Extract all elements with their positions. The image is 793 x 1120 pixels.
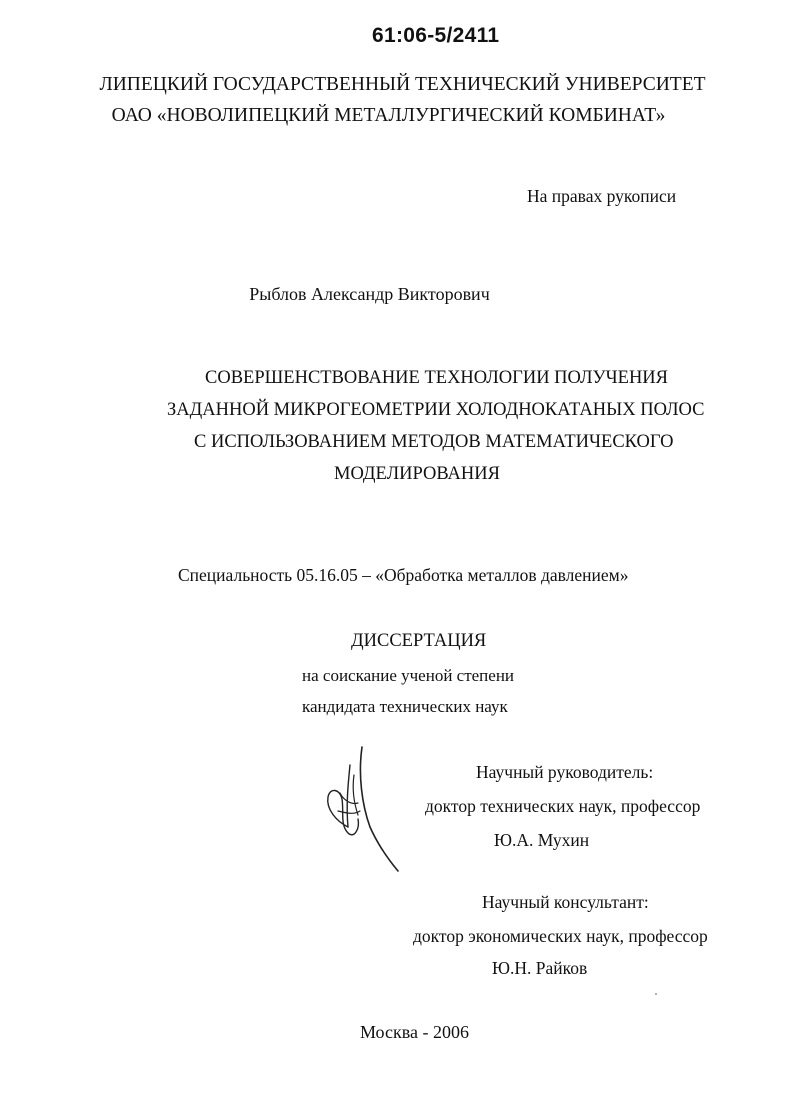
city-year: Москва - 2006 [360, 1022, 469, 1042]
consultant-role: Научный консультант: [482, 892, 649, 912]
consultant-credentials: доктор экономических наук, профессор [413, 926, 708, 946]
title-line: МОДЕЛИРОВАНИЯ [334, 464, 500, 484]
degree-line: кандидата технических наук [302, 697, 508, 716]
document-type: ДИССЕРТАЦИЯ [351, 631, 487, 651]
manuscript-rights-note: На правах рукописи [527, 186, 677, 206]
title-line: ЗАДАННОЙ МИКРОГЕОМЕТРИИ ХОЛОДНОКАТАНЫХ ПОЛОС [167, 400, 705, 420]
company-name: ОАО «НОВОЛИПЕЦКИЙ МЕТАЛЛУРГИЧЕСКИЙ КОМБИНАТ» [111, 105, 666, 126]
degree-line: на соискание ученой степени [302, 666, 515, 685]
specialty: Специальность 05.16.05 – «Обработка металлов давлением» [178, 565, 629, 585]
supervisor-role: Научный руководитель: [476, 762, 654, 782]
title-line: С ИСПОЛЬЗОВАНИЕМ МЕТОДОВ МАТЕМАТИЧЕСКОГО [194, 432, 674, 452]
university-name: ЛИПЕЦКИЙ ГОСУДАРСТВЕННЫЙ ТЕХНИЧЕСКИЙ УНИВЕРСИТЕТ [99, 74, 706, 95]
catalog-number: 61:06-5/2411 [372, 24, 500, 47]
handwritten-signature [318, 745, 408, 875]
author-name: Рыблов Александр Викторович [249, 284, 490, 304]
scan-speck [655, 993, 657, 995]
supervisor-name: Ю.А. Мухин [494, 830, 590, 850]
title-line: СОВЕРШЕНСТВОВАНИЕ ТЕХНОЛОГИИ ПОЛУЧЕНИЯ [205, 368, 669, 388]
consultant-name: Ю.Н. Райков [492, 958, 588, 978]
supervisor-credentials: доктор технических наук, профессор [425, 796, 701, 816]
